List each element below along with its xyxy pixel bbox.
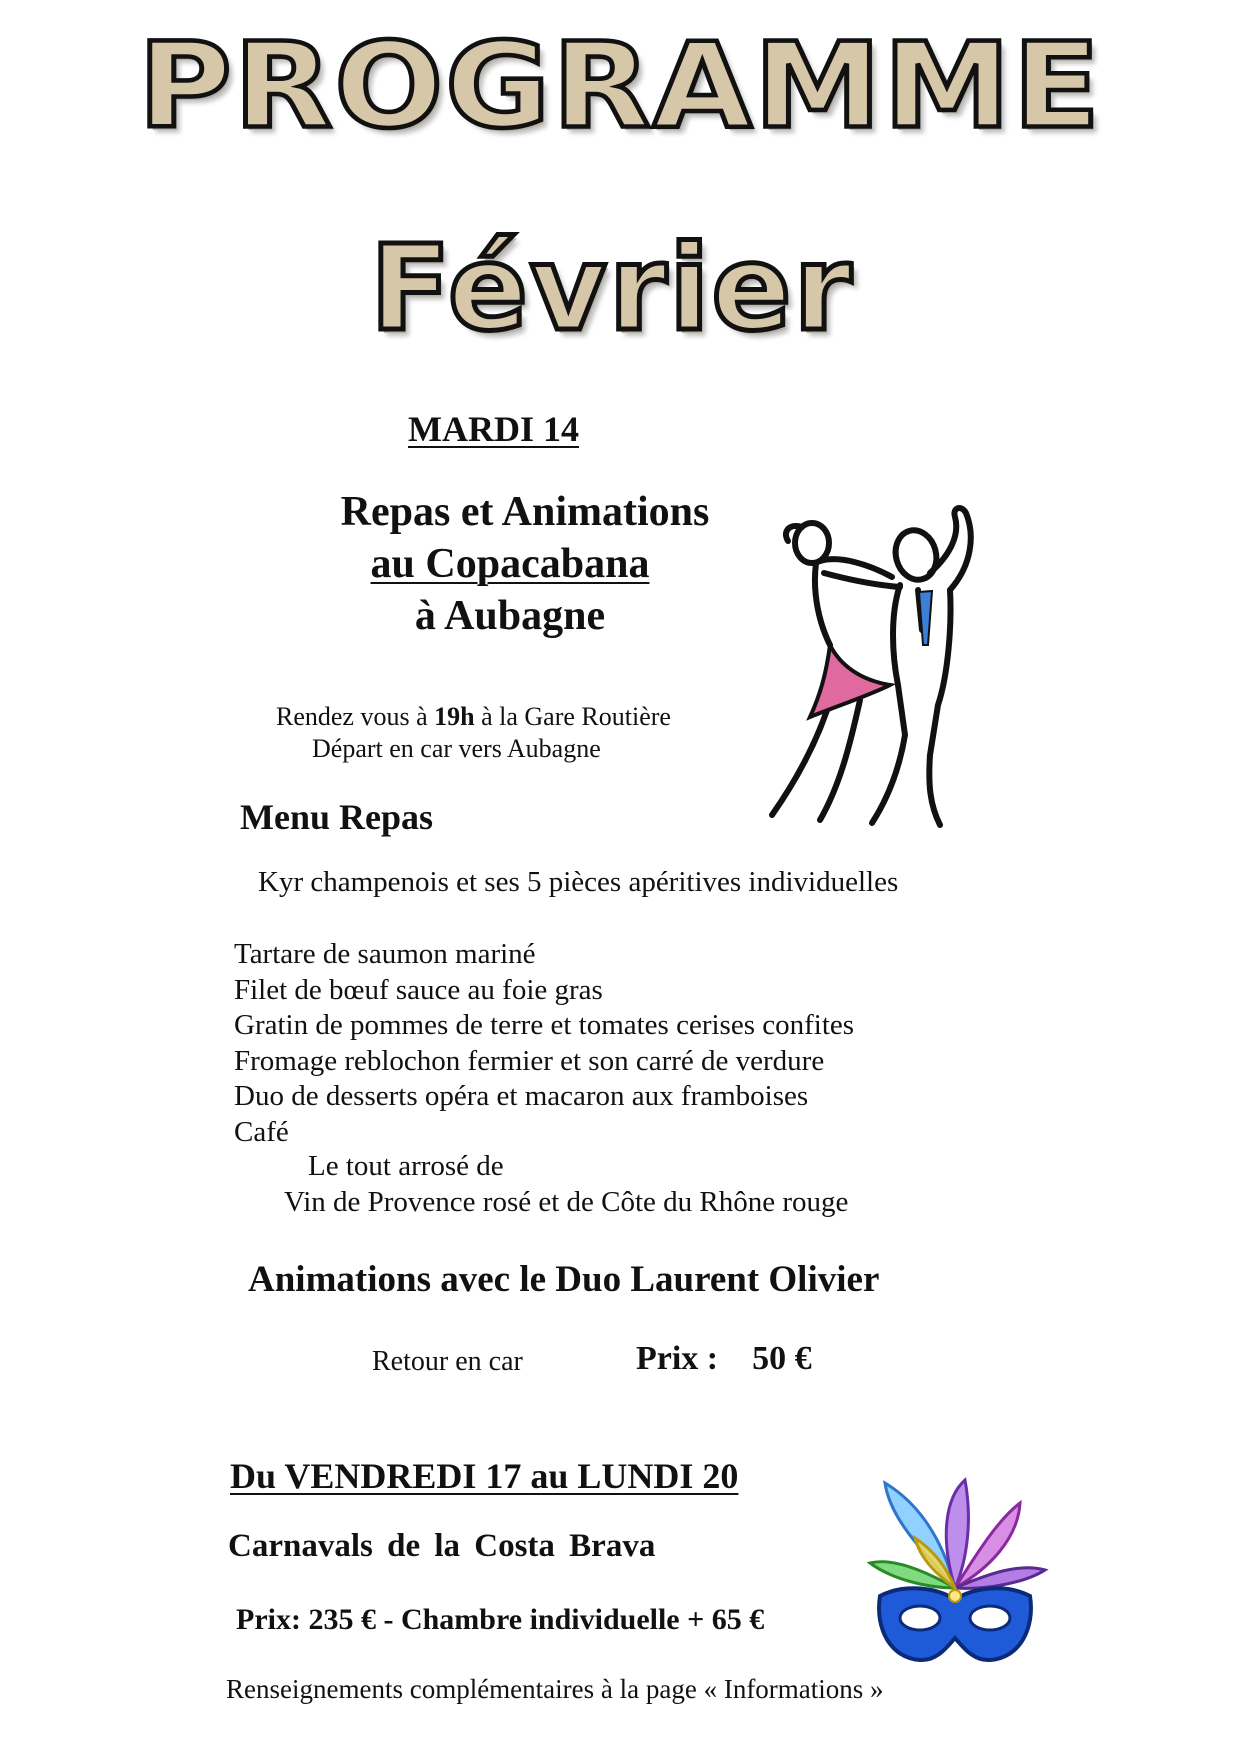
- page-title: PROGRAMME: [137, 18, 1103, 156]
- price-value: 50 €: [752, 1340, 812, 1377]
- price-label: Prix :: [636, 1340, 719, 1377]
- menu-item: Gratin de pommes de terre et tomates cerises confites: [234, 1009, 855, 1041]
- menu-heading: Menu Repas: [240, 797, 434, 837]
- event2-price: Prix: 235 € - Chambre individuelle + 65 €: [236, 1603, 765, 1636]
- return-info: Retour en car: [372, 1346, 523, 1377]
- menu-item: Café: [234, 1115, 289, 1148]
- month-title: Février: [370, 219, 854, 357]
- menu-list: [234, 937, 854, 1150]
- event1-title-line1: Repas et Animations: [340, 489, 710, 535]
- event2-dates: Du VENDREDI 17 au LUNDI 20: [230, 1456, 739, 1496]
- event1-price: [636, 1340, 812, 1378]
- animations-line: Animations avec le Duo Laurent Olivier: [248, 1259, 880, 1300]
- menu-item: Tartare de saumon mariné: [234, 938, 536, 970]
- departure-info: Départ en car vers Aubagne: [312, 734, 601, 763]
- carnival-mask-icon: [860, 1478, 1050, 1678]
- event1-title-line3: à Aubagne: [414, 593, 606, 639]
- meeting-prefix: Rendez vous à: [276, 702, 435, 731]
- meeting-time: 19h: [434, 702, 475, 731]
- meeting-suffix: à la Gare Routière: [474, 702, 671, 731]
- event1-title-line2: [210, 540, 810, 588]
- wine-list: Vin de Provence rosé et de Côte du Rhône rouge: [284, 1186, 849, 1218]
- dancing-couple-icon: [780, 495, 1020, 835]
- menu-aperitif: Kyr champenois et ses 5 pièces apéritives individuelles: [258, 866, 899, 898]
- event2-title: Carnavals de la Costa Brava: [228, 1528, 656, 1564]
- info-footer: Renseignements complémentaires à la page « Informations »: [226, 1674, 884, 1704]
- menu-item: Filet de bœuf sauce au foie gras: [234, 973, 603, 1006]
- meeting-info: [276, 702, 671, 732]
- menu-item: Duo de desserts opéra et macaron aux framboises: [234, 1080, 809, 1112]
- menu-item: Fromage reblochon fermier et son carré de verdure: [234, 1044, 825, 1077]
- wine-intro: Le tout arrosé de: [308, 1150, 504, 1182]
- event1-date: MARDI 14: [408, 409, 579, 449]
- event1-venue: au Copacabana: [370, 541, 650, 587]
